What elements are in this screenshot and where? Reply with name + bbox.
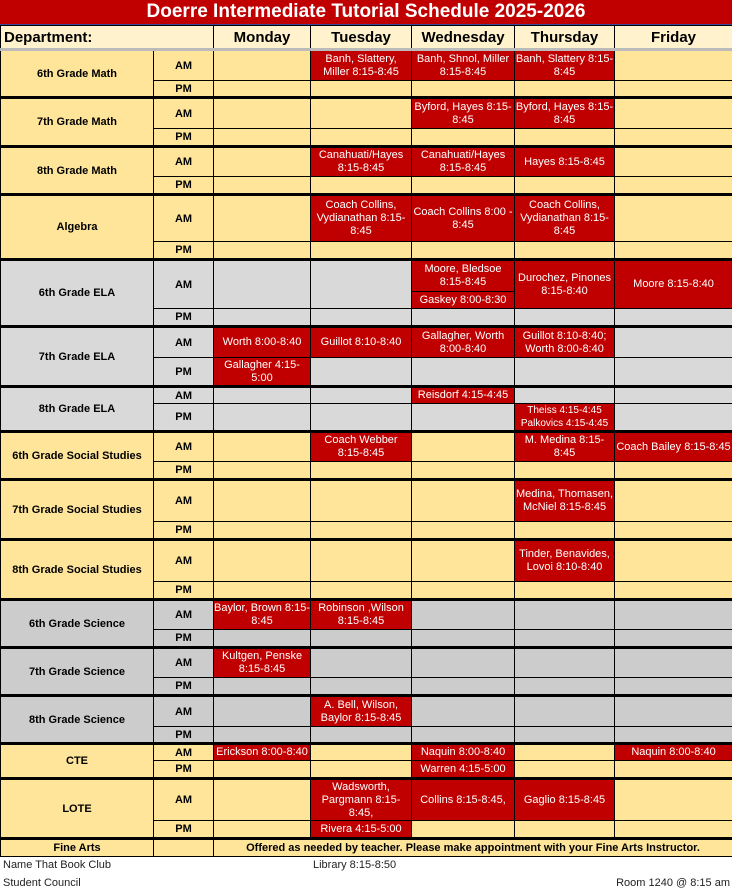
empty-cell bbox=[615, 50, 732, 81]
empty-cell bbox=[412, 630, 515, 648]
tutorial-cell bbox=[515, 404, 615, 432]
am-label: AM bbox=[154, 98, 214, 129]
am-label: AM bbox=[154, 540, 214, 582]
empty-cell bbox=[214, 432, 311, 462]
empty-cell bbox=[615, 540, 732, 582]
empty-cell bbox=[615, 358, 732, 387]
footer-row-book-club bbox=[0, 857, 732, 875]
tutorial-cell: Warren 4:15-5:00 bbox=[412, 761, 515, 779]
department-name: 7th Grade Math bbox=[1, 98, 154, 147]
tutorial-cell: Gallagher, Worth 8:00-8:40 bbox=[412, 327, 515, 358]
footer-row-student-council bbox=[0, 875, 732, 890]
day-header-friday: Friday bbox=[615, 26, 732, 50]
empty-cell bbox=[615, 387, 732, 404]
pm-label: PM bbox=[154, 522, 214, 540]
tutorial-cell: Banh, Slattery 8:15-8:45 bbox=[515, 50, 615, 81]
empty-cell bbox=[515, 177, 615, 195]
am-label: AM bbox=[154, 432, 214, 462]
tutorial-cell: Durochez, Pinones 8:15-8:40 bbox=[515, 260, 615, 309]
tutorial-cell: Coach Collins, Vydianathan 8:15-8:45 bbox=[311, 195, 412, 242]
empty-cell bbox=[615, 81, 732, 98]
schedule-row bbox=[1, 779, 732, 821]
am-label: AM bbox=[154, 260, 214, 309]
tutorial-cell: Guillot 8:10-8:40 bbox=[311, 327, 412, 358]
am-label: AM bbox=[154, 600, 214, 630]
tutorial-cell: Coach Webber 8:15-8:45 bbox=[311, 432, 412, 462]
tutorial-cell: Reisdorf 4:15-4:45 bbox=[412, 387, 515, 404]
empty-cell bbox=[214, 177, 311, 195]
pm-label: PM bbox=[154, 129, 214, 147]
empty-cell bbox=[214, 540, 311, 582]
empty-cell bbox=[311, 480, 412, 522]
day-header-monday: Monday bbox=[214, 26, 311, 50]
empty-cell bbox=[515, 309, 615, 327]
empty-cell bbox=[214, 50, 311, 81]
empty-cell bbox=[515, 744, 615, 761]
empty-cell bbox=[615, 98, 732, 129]
schedule-row bbox=[1, 744, 732, 761]
tutorial-cell: Guillot 8:10-8:40; Worth 8:00-8:40 bbox=[515, 327, 615, 358]
tutorial-cell: Robinson ,Wilson 8:15-8:45 bbox=[311, 600, 412, 630]
day-header-tuesday: Tuesday bbox=[311, 26, 412, 50]
schedule-row bbox=[1, 432, 732, 462]
am-label: AM bbox=[154, 779, 214, 821]
empty-cell bbox=[615, 327, 732, 358]
tutorial-entry: Palkovics 4:15-4:45 bbox=[520, 417, 609, 429]
empty-cell bbox=[515, 387, 615, 404]
empty-cell bbox=[615, 779, 732, 821]
department-name: 6th Grade Social Studies bbox=[1, 432, 154, 480]
empty-cell bbox=[515, 358, 615, 387]
schedule-row bbox=[1, 195, 732, 242]
empty-cell bbox=[214, 404, 311, 432]
empty-cell bbox=[311, 387, 412, 404]
empty-cell bbox=[214, 81, 311, 98]
schedule-row bbox=[1, 327, 732, 358]
department-name: 6th Grade Science bbox=[1, 600, 154, 648]
empty-cell bbox=[311, 462, 412, 480]
empty-cell bbox=[311, 242, 412, 260]
am-label: AM bbox=[154, 327, 214, 358]
day-header-wednesday: Wednesday bbox=[412, 26, 515, 50]
empty-cell bbox=[214, 727, 311, 744]
am-label: AM bbox=[154, 696, 214, 727]
pm-label: PM bbox=[154, 761, 214, 779]
empty-cell bbox=[515, 727, 615, 744]
am-label: AM bbox=[154, 195, 214, 242]
empty-cell bbox=[615, 727, 732, 744]
tutorial-cell: Coach Collins 8:00 - 8:45 bbox=[412, 195, 515, 242]
am-label: AM bbox=[154, 744, 214, 761]
empty-cell bbox=[214, 696, 311, 727]
am-label: AM bbox=[154, 50, 214, 81]
empty-cell bbox=[412, 480, 515, 522]
tutorial-cell: M. Medina 8:15-8:45 bbox=[515, 432, 615, 462]
tutorial-cell: Hayes 8:15-8:45 bbox=[515, 147, 615, 177]
department-name: 7th Grade Science bbox=[1, 648, 154, 696]
tutorial-cell: Gaglio 8:15-8:45 bbox=[515, 779, 615, 821]
empty-cell bbox=[412, 129, 515, 147]
empty-cell bbox=[311, 522, 412, 540]
pm-label: PM bbox=[154, 177, 214, 195]
empty-cell bbox=[615, 242, 732, 260]
empty-cell bbox=[311, 260, 412, 309]
department-name: Fine Arts bbox=[1, 839, 154, 857]
empty-cell bbox=[515, 761, 615, 779]
schedule-row bbox=[1, 147, 732, 177]
tutorial-cell: Medina, Thomasen, McNiel 8:15-8:45 bbox=[515, 480, 615, 522]
empty-cell bbox=[214, 630, 311, 648]
schedule-row bbox=[1, 260, 732, 309]
empty-cell bbox=[311, 582, 412, 600]
empty-cell bbox=[214, 821, 311, 839]
tutorial-cell: Byford, Hayes 8:15-8:45 bbox=[412, 98, 515, 129]
empty-cell bbox=[214, 462, 311, 480]
empty-cell bbox=[311, 404, 412, 432]
empty-cell bbox=[412, 582, 515, 600]
empty-cell bbox=[615, 462, 732, 480]
empty-cell bbox=[615, 821, 732, 839]
empty-cell bbox=[311, 81, 412, 98]
department-header: Department: bbox=[1, 26, 214, 50]
schedule-row bbox=[1, 600, 732, 630]
schedule-row bbox=[1, 540, 732, 582]
pm-label: PM bbox=[154, 309, 214, 327]
tutorial-entry: Theiss 4:15-4:45 bbox=[527, 404, 602, 416]
empty-cell bbox=[615, 522, 732, 540]
tutorial-cell bbox=[412, 260, 515, 309]
tutorial-cell: Wadsworth, Pargmann 8:15-8:45, bbox=[311, 779, 412, 821]
empty-cell bbox=[515, 821, 615, 839]
pm-label: PM bbox=[154, 81, 214, 98]
empty-cell bbox=[412, 462, 515, 480]
department-name: 8th Grade Math bbox=[1, 147, 154, 195]
tutorial-cell: Naquin 8:00-8:40 bbox=[615, 744, 732, 761]
pm-label: PM bbox=[154, 462, 214, 480]
tutorial-cell: Canahuati/Hayes 8:15-8:45 bbox=[412, 147, 515, 177]
empty-cell bbox=[615, 195, 732, 242]
empty-cell bbox=[214, 195, 311, 242]
department-name: Algebra bbox=[1, 195, 154, 260]
empty-cell bbox=[515, 648, 615, 678]
empty-cell bbox=[412, 696, 515, 727]
tutorial-cell: Moore 8:15-8:40 bbox=[615, 260, 732, 309]
department-name: 6th Grade Math bbox=[1, 50, 154, 98]
empty-cell bbox=[515, 600, 615, 630]
tutorial-cell: A. Bell, Wilson, Baylor 8:15-8:45 bbox=[311, 696, 412, 727]
empty-cell bbox=[311, 761, 412, 779]
empty-cell bbox=[412, 404, 515, 432]
tutorial-cell: Banh, Slattery, Miller 8:15-8:45 bbox=[311, 50, 412, 81]
empty-cell bbox=[214, 522, 311, 540]
empty-cell bbox=[412, 81, 515, 98]
empty-cell bbox=[214, 242, 311, 260]
am-label: AM bbox=[154, 147, 214, 177]
empty-cell bbox=[412, 522, 515, 540]
empty-cell bbox=[615, 404, 732, 432]
empty-cell bbox=[214, 582, 311, 600]
empty-cell bbox=[615, 480, 732, 522]
empty-cell bbox=[615, 630, 732, 648]
empty-cell bbox=[214, 387, 311, 404]
empty-cell bbox=[615, 648, 732, 678]
empty-cell bbox=[311, 98, 412, 129]
empty-cell bbox=[615, 678, 732, 696]
sheet-title: Doerre Intermediate Tutorial Schedule 2025-2026 bbox=[0, 0, 732, 25]
empty-cell bbox=[311, 678, 412, 696]
empty-cell bbox=[412, 358, 515, 387]
empty-cell bbox=[615, 696, 732, 727]
empty-cell bbox=[214, 147, 311, 177]
day-header-thursday: Thursday bbox=[515, 26, 615, 50]
empty-cell bbox=[515, 81, 615, 98]
schedule-table bbox=[0, 25, 732, 857]
empty-cell bbox=[515, 582, 615, 600]
pm-label: PM bbox=[154, 404, 214, 432]
empty-cell bbox=[412, 309, 515, 327]
empty-cell bbox=[154, 839, 214, 857]
schedule-row bbox=[1, 648, 732, 678]
tutorial-entry: Gaskey 8:00-8:30 bbox=[412, 291, 514, 308]
empty-cell bbox=[214, 260, 311, 309]
empty-cell bbox=[412, 432, 515, 462]
am-label: AM bbox=[154, 387, 214, 404]
tutorial-cell: Baylor, Brown 8:15-8:45 bbox=[214, 600, 311, 630]
am-label: AM bbox=[154, 480, 214, 522]
empty-cell bbox=[515, 242, 615, 260]
schedule-row bbox=[1, 98, 732, 129]
pm-label: PM bbox=[154, 242, 214, 260]
empty-cell bbox=[412, 678, 515, 696]
tutorial-cell: Banh, Shnol, Miller 8:15-8:45 bbox=[412, 50, 515, 81]
empty-cell bbox=[515, 462, 615, 480]
fine-arts-note: Offered as needed by teacher. Please make appointment with your Fine Arts Instructor. bbox=[214, 839, 732, 857]
department-name: 8th Grade Social Studies bbox=[1, 540, 154, 600]
empty-cell bbox=[615, 129, 732, 147]
empty-cell bbox=[515, 678, 615, 696]
footer-club-info: Library 8:15-8:50 bbox=[313, 859, 397, 871]
schedule-row bbox=[1, 387, 732, 404]
department-name: LOTE bbox=[1, 779, 154, 839]
tutorial-cell: Tinder, Benavides, Lovoi 8:10-8:40 bbox=[515, 540, 615, 582]
empty-cell bbox=[515, 630, 615, 648]
pm-label: PM bbox=[154, 678, 214, 696]
empty-cell bbox=[412, 242, 515, 260]
empty-cell bbox=[311, 129, 412, 147]
footer-club-name: Student Council bbox=[3, 877, 81, 889]
empty-cell bbox=[615, 309, 732, 327]
tutorial-cell: Rivera 4:15-5:00 bbox=[311, 821, 412, 839]
schedule-row bbox=[1, 50, 732, 81]
empty-cell bbox=[214, 480, 311, 522]
empty-cell bbox=[311, 727, 412, 744]
empty-cell bbox=[214, 779, 311, 821]
department-name: 6th Grade ELA bbox=[1, 260, 154, 327]
empty-cell bbox=[412, 648, 515, 678]
pm-label: PM bbox=[154, 358, 214, 387]
empty-cell bbox=[515, 129, 615, 147]
tutorial-cell: Naquin 8:00-8:40 bbox=[412, 744, 515, 761]
empty-cell bbox=[311, 309, 412, 327]
empty-cell bbox=[214, 761, 311, 779]
empty-cell bbox=[412, 600, 515, 630]
empty-cell bbox=[515, 696, 615, 727]
am-label: AM bbox=[154, 648, 214, 678]
empty-cell bbox=[412, 821, 515, 839]
footer-club-info: Room 1240 @ 8:15 am bbox=[616, 877, 730, 889]
fine-arts-row bbox=[1, 839, 732, 857]
empty-cell bbox=[412, 727, 515, 744]
department-name: 7th Grade ELA bbox=[1, 327, 154, 387]
empty-cell bbox=[214, 309, 311, 327]
empty-cell bbox=[412, 540, 515, 582]
tutorial-cell: Collins 8:15-8:45, bbox=[412, 779, 515, 821]
tutorial-cell: Worth 8:00-8:40 bbox=[214, 327, 311, 358]
pm-label: PM bbox=[154, 630, 214, 648]
empty-cell bbox=[615, 582, 732, 600]
footer-club-name: Name That Book Club bbox=[3, 859, 112, 871]
tutorial-cell: Coach Bailey 8:15-8:45 bbox=[615, 432, 732, 462]
pm-label: PM bbox=[154, 821, 214, 839]
tutorial-cell: Erickson 8:00-8:40 bbox=[214, 744, 311, 761]
empty-cell bbox=[615, 177, 732, 195]
tutorial-cell: Coach Collins, Vydianathan 8:15-8:45 bbox=[515, 195, 615, 242]
empty-cell bbox=[311, 648, 412, 678]
empty-cell bbox=[412, 177, 515, 195]
tutorial-cell: Gallagher 4:15-5:00 bbox=[214, 358, 311, 387]
empty-cell bbox=[214, 98, 311, 129]
department-name: 8th Grade Science bbox=[1, 696, 154, 744]
empty-cell bbox=[311, 358, 412, 387]
empty-cell bbox=[214, 129, 311, 147]
schedule-row bbox=[1, 696, 732, 727]
empty-cell bbox=[615, 147, 732, 177]
empty-cell bbox=[311, 177, 412, 195]
empty-cell bbox=[615, 600, 732, 630]
tutorial-entry: Moore, Bledsoe 8:15-8:45 bbox=[424, 263, 502, 288]
empty-cell bbox=[515, 522, 615, 540]
tutorial-cell: Byford, Hayes 8:15-8:45 bbox=[515, 98, 615, 129]
empty-cell bbox=[311, 744, 412, 761]
schedule-row bbox=[1, 480, 732, 522]
empty-cell bbox=[311, 540, 412, 582]
header-row bbox=[1, 26, 732, 50]
department-name: CTE bbox=[1, 744, 154, 779]
empty-cell bbox=[615, 761, 732, 779]
department-name: 8th Grade ELA bbox=[1, 387, 154, 432]
pm-label: PM bbox=[154, 727, 214, 744]
empty-cell bbox=[214, 678, 311, 696]
tutorial-cell: Canahuati/Hayes 8:15-8:45 bbox=[311, 147, 412, 177]
empty-cell bbox=[311, 630, 412, 648]
tutorial-cell: Kultgen, Penske 8:15-8:45 bbox=[214, 648, 311, 678]
pm-label: PM bbox=[154, 582, 214, 600]
department-name: 7th Grade Social Studies bbox=[1, 480, 154, 540]
